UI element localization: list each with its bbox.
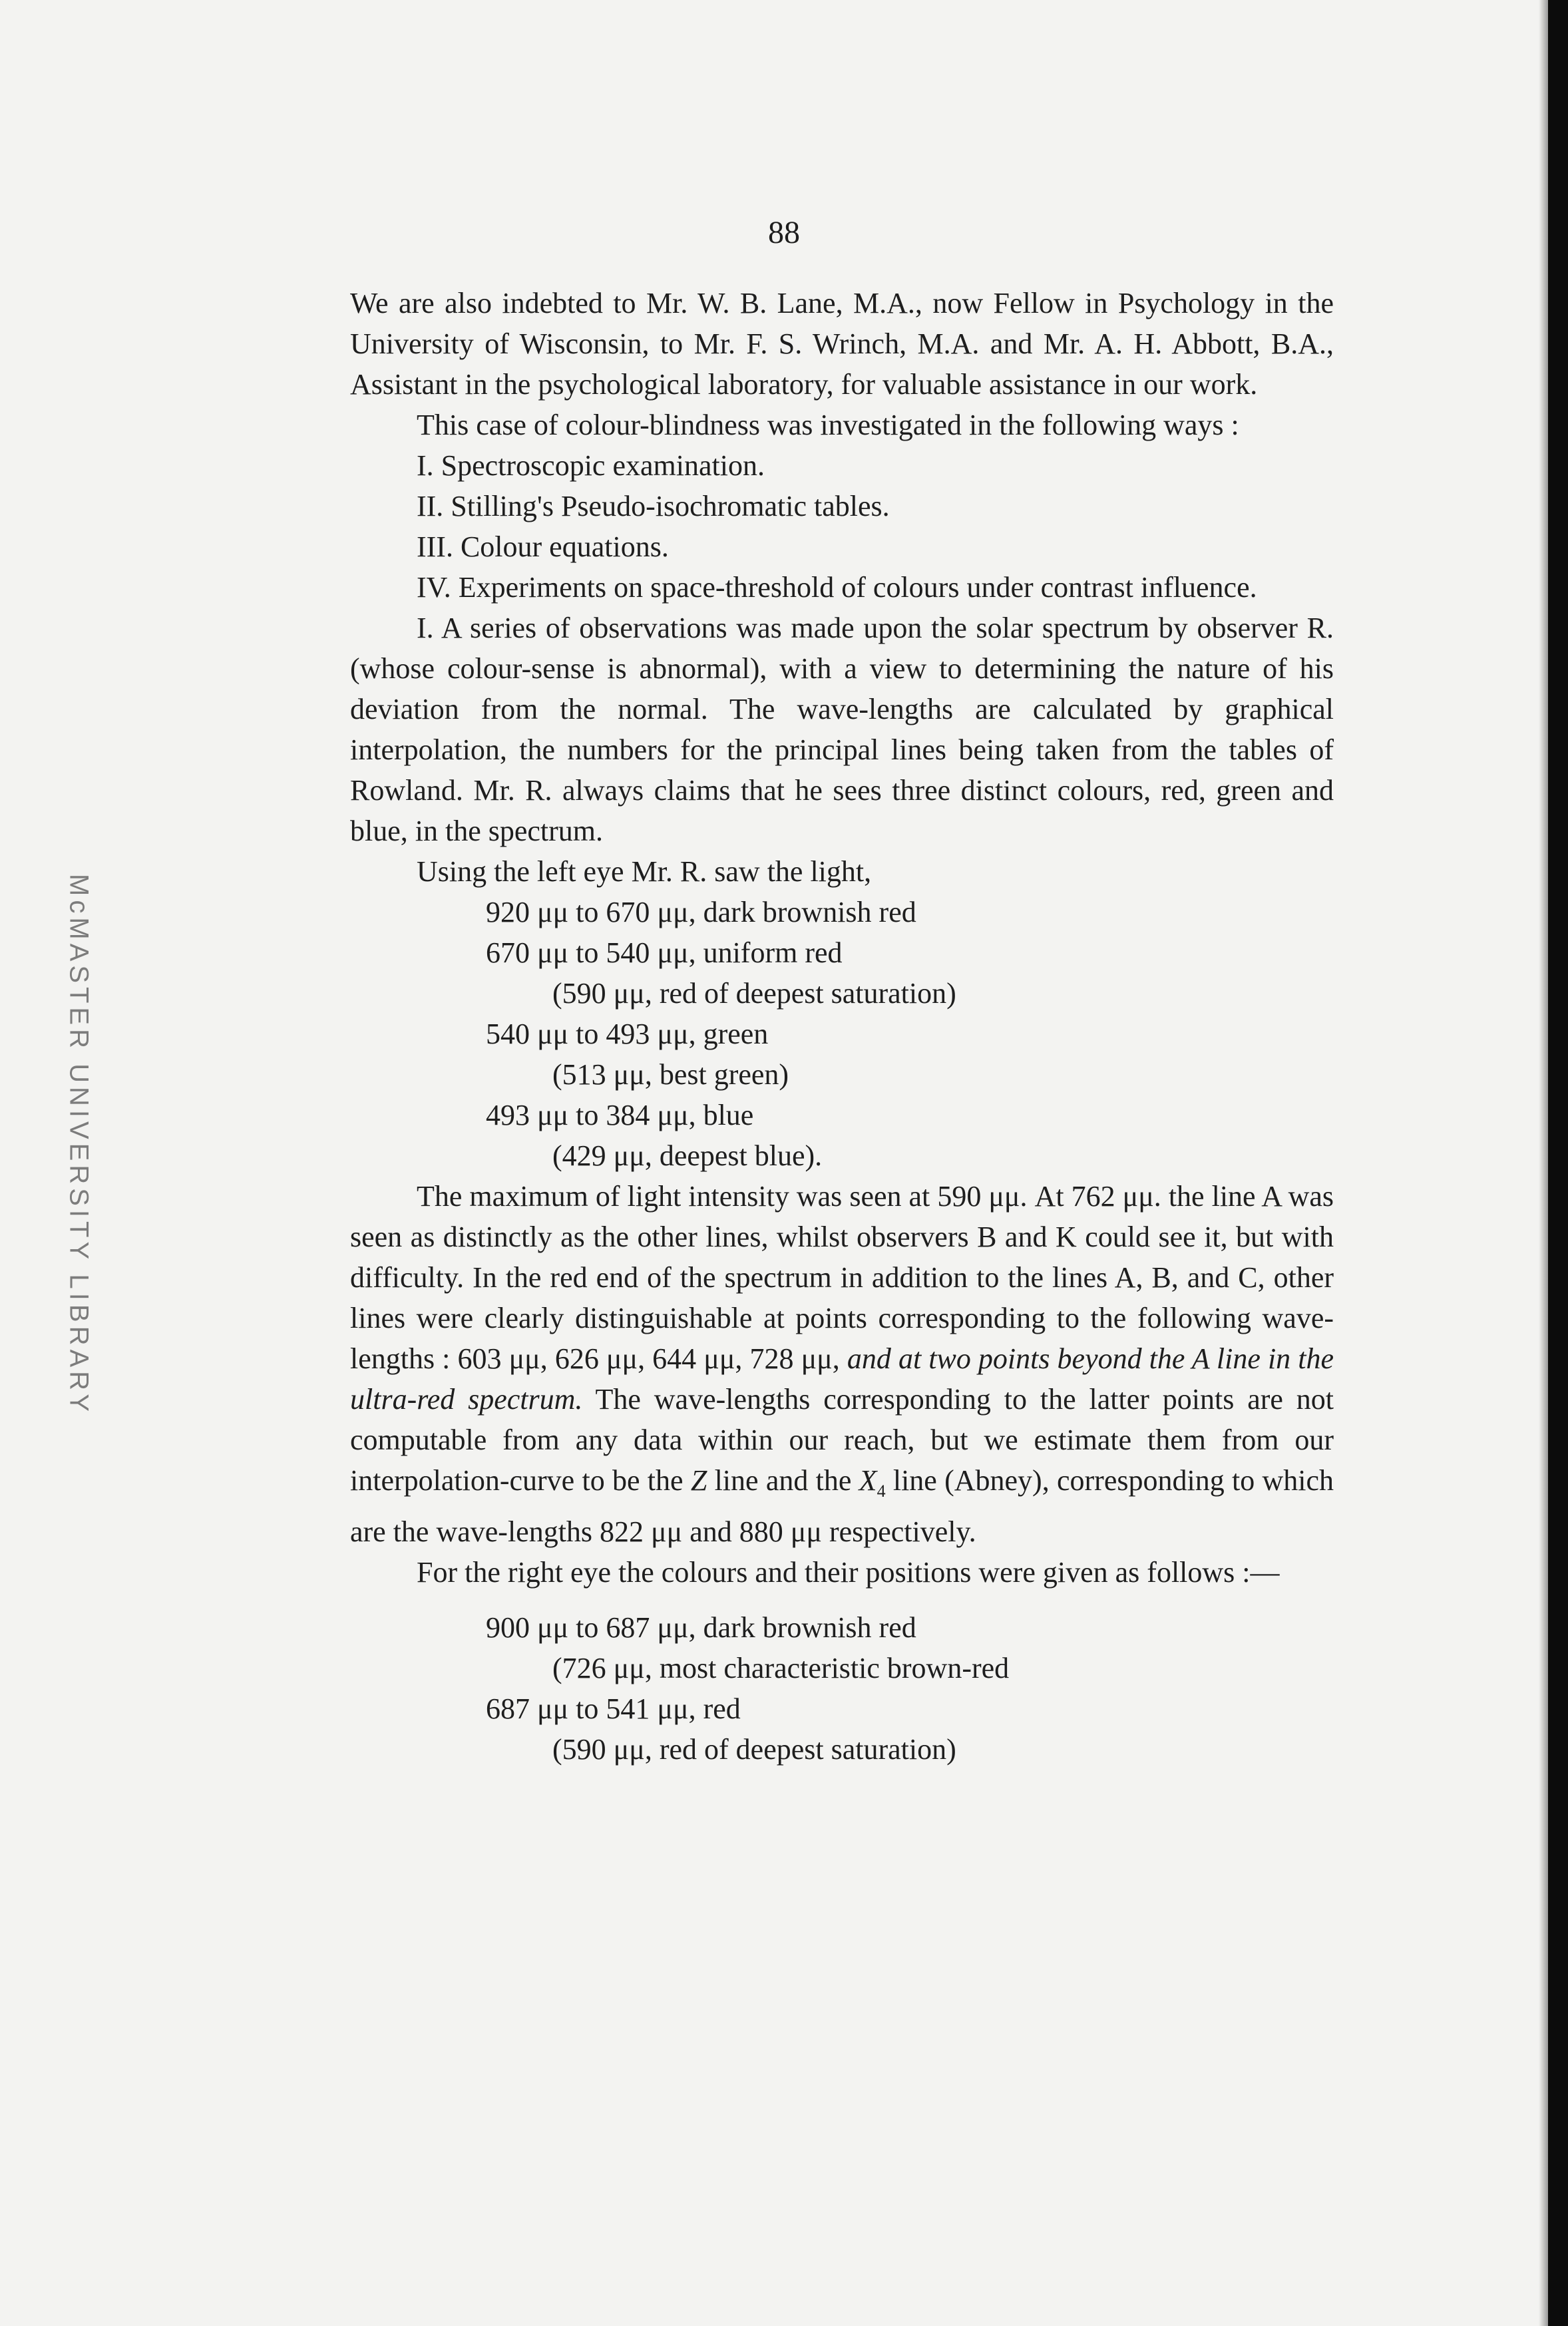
spacer [350,1593,1334,1607]
paragraph-methods-intro: This case of colour-blindness was investigated in the following ways : [417,409,1239,441]
left-eye-range-2: 670 μμ to 540 μμ, uniform red [486,936,843,969]
left-eye-intro: Using the left eye Mr. R. saw the light, [417,855,872,888]
x4-subscript: 4 [877,1481,886,1501]
page-edge-shadow [1539,0,1548,2326]
right-eye-note-2: (590 μμ, red of deepest saturation) [552,1732,956,1766]
page-edge-border [1548,0,1568,2326]
body-text [350,283,1334,1770]
left-eye-note-3: (429 μμ, deepest blue). [552,1139,823,1172]
p4-start-text: The maximum of light intensity was seen at 590 μμ. At 762 μμ. the line A was seen as distinctly as the other lines, whilst observers B and K could see it, but with difficulty. In the red end of the spectrum in addition to the lines A, B, and C, other lines were clearly distinguishable at points corresponding to the following wave-lengths : 603 μμ, 626 μμ, 644 μμ, 728 μμ, [350,1180,1334,1375]
list-item-space-threshold: IV. Experiments on space-threshold of colours under contrast influence. [417,571,1257,604]
page-number: 88 [768,215,800,250]
left-eye-note-2: (513 μμ, best green) [552,1058,789,1091]
p4-mid-text: The wave-lengths corresponding to the latter points are not computable from any data within our reach, but we estimate them from our interpolation-curve to be the [350,1383,1334,1497]
list-item-spectroscopic: I. Spectroscopic examination. [417,449,765,482]
paragraph-acknowledgements: We are also indebted to Mr. W. B. Lane, M.A., now Fellow in Psychology in the University of Wisconsin, to Mr. F. S. Wrinch, M.A. and Mr. A. H. Abbott, B.A., Assistant in the psychological laboratory, for valuable assistance in our work. [350,287,1334,401]
z-line-symbol: Z [690,1464,707,1497]
p4-end-text: line (Abney), corresponding to which are the wave-lengths 822 μμ and 880 μμ respectively. [350,1464,1334,1548]
left-eye-note-1: (590 μμ, red of deepest saturation) [552,977,956,1010]
left-eye-range-4: 493 μμ to 384 μμ, blue [486,1099,754,1131]
left-eye-range-1: 920 μμ to 670 μμ, dark brownish red [486,896,916,928]
paragraph-light-intensity [350,1176,1334,1552]
x4-line-symbol: X [859,1464,877,1497]
paragraph-right-eye-intro: For the right eye the colours and their positions were given as follows :— [417,1555,1280,1589]
right-eye-range-2: 687 μμ to 541 μμ, red [486,1692,741,1725]
p4-mid2-text: line and the [714,1464,852,1497]
left-eye-range-3: 540 μμ to 493 μμ, green [486,1018,769,1050]
list-item-stilling: II. Stilling's Pseudo-isochromatic tables. [417,490,890,522]
right-eye-range-1: 900 μμ to 687 μμ, dark brownish red [486,1611,916,1644]
list-item-colour-equations: III. Colour equations. [417,530,669,563]
right-eye-note-1: (726 μμ, most characteristic brown-red [552,1651,1010,1684]
p4-italic-text: and at two points beyond the A line in the ultra-red spectrum. [350,1342,1334,1416]
paragraph-spectrum-observations: I. A series of observations was made upon the solar spectrum by observer R. (whose colour-sense is abnormal), with a view to determining the nature of his deviation from the normal. The wave-lengths are calculated by graphical interpolation, the numbers for the principal lines being taken from the tables of Rowland. Mr. R. always claims that he sees three distinct colours, red, green and blue, in the spectrum. [350,612,1334,847]
library-spine-stamp: McMASTER UNIVERSITY LIBRARY [64,874,94,1416]
